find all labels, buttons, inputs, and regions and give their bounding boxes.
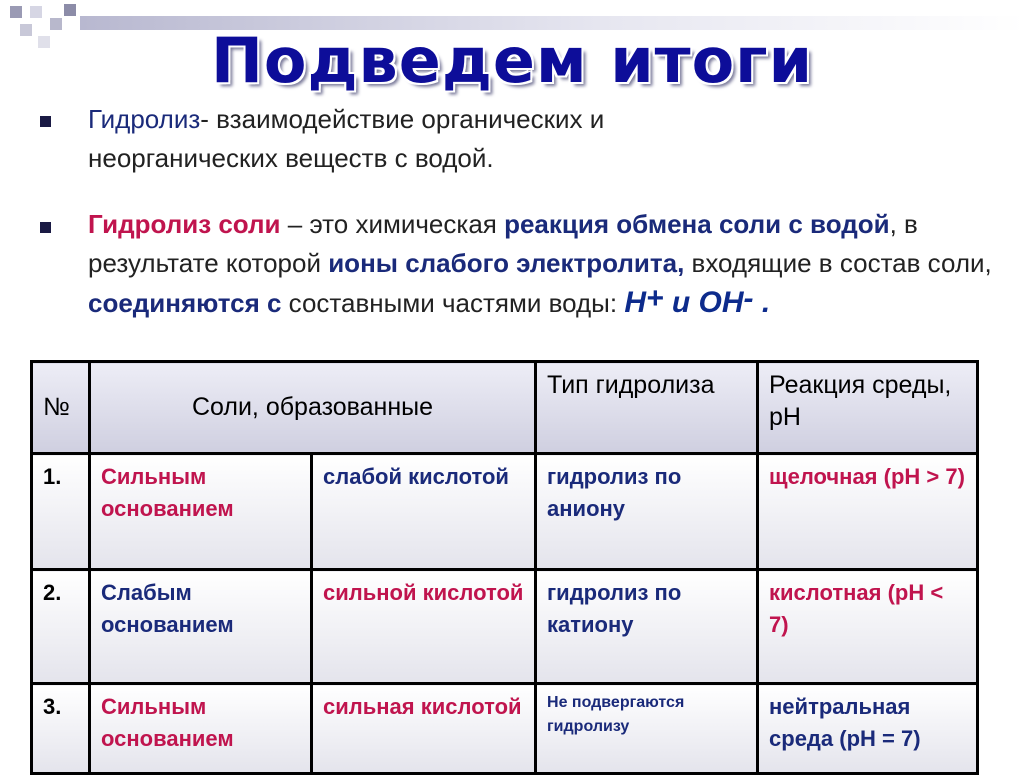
ion-and: и	[663, 286, 699, 319]
cell-reaction: нейтральная среда (pH = 7)	[758, 684, 978, 774]
ion-oh: OH	[698, 286, 744, 319]
definition-salt-hydrolysis	[88, 205, 1004, 323]
decor-square	[10, 6, 22, 18]
header-number: №	[32, 362, 90, 454]
text-fragment: – это химическая	[280, 209, 505, 239]
cell-base: Слабым основанием	[90, 570, 312, 684]
header-salts: Соли, образованные	[90, 362, 536, 454]
cell-number: 1.	[32, 454, 90, 570]
cell-type: гидролиз по аниону	[536, 454, 758, 570]
cell-acid: сильная кислотой	[312, 684, 536, 774]
term-salt-hydrolysis: Гидролиз соли	[88, 209, 281, 239]
cell-base: Сильным основанием	[90, 684, 312, 774]
cell-type: Не подвергаются гидролизу	[536, 684, 758, 774]
ion-end: .	[753, 286, 771, 319]
bullet-marker	[40, 116, 51, 127]
table-row	[32, 570, 978, 684]
bullet-marker	[40, 222, 51, 233]
cell-acid: слабой кислотой	[312, 454, 536, 570]
cell-number: 2.	[32, 570, 90, 684]
text-fragment: составными частями воды:	[281, 288, 625, 318]
header-reaction: Реакция среды, pH	[758, 362, 978, 454]
ion-oh-charge: -	[743, 282, 754, 315]
text-fragment: , в результате которой	[88, 209, 918, 278]
table-row	[32, 684, 978, 774]
cell-type: гидролиз по катиону	[536, 570, 758, 684]
definition-hydrolysis	[88, 100, 1004, 178]
definition-text: - взаимодействие органических и	[200, 104, 605, 134]
slide-title: Подведем итоги	[210, 24, 814, 97]
cell-reaction: кислотная (pH < 7)	[758, 570, 978, 684]
text-fragment: входящие в состав соли,	[684, 248, 992, 278]
cell-base: Сильным основанием	[90, 454, 312, 570]
definition-text-line2: неорганических веществ с водой.	[88, 143, 494, 173]
cell-number: 3.	[32, 684, 90, 774]
hydrolysis-table	[30, 360, 979, 775]
highlight-ions: ионы слабого электролита,	[328, 248, 685, 278]
cell-reaction: щелочная (pH > 7)	[758, 454, 978, 570]
table-row	[32, 454, 978, 570]
highlight-combine: соединяются с	[88, 288, 282, 318]
table-header-row	[32, 362, 978, 454]
highlight-exchange: реакция обмена соли с водой	[504, 209, 890, 239]
ion-h-charge: +	[645, 282, 664, 315]
ion-h: H	[624, 286, 646, 319]
term-hydrolysis: Гидролиз	[88, 104, 201, 134]
cell-acid: сильной кислотой	[312, 570, 536, 684]
header-type: Тип гидролиза	[536, 362, 758, 454]
decor-square	[64, 4, 76, 16]
decor-square	[30, 6, 42, 18]
